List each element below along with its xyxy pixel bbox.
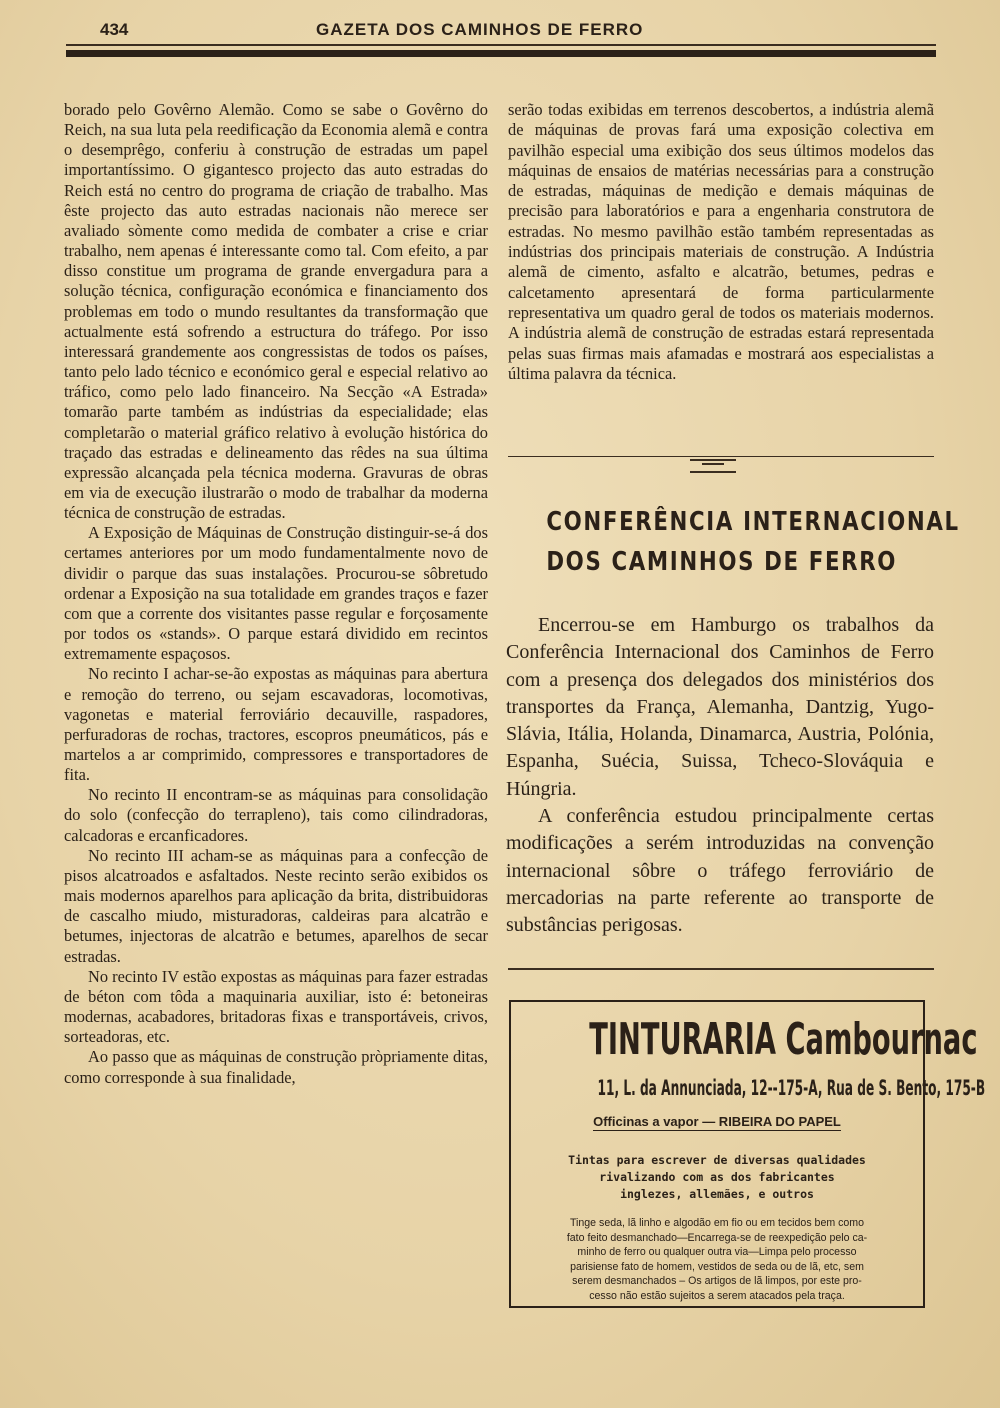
advert-workshops-text: Officinas a vapor — RIBEIRA DO PAPEL <box>593 1114 841 1129</box>
advert-address: 11, L. da Annunciada, 12--175-A, Rua de S. Bento, 175-B <box>597 1076 986 1100</box>
conference-paragraph: A conferência estudou principalmente certas modificações a serém introduzidas na convenção internacional sôbre o tráfego ferroviário de mercadorias na parte referente ao transporte de substâncias perigosas. <box>506 805 934 937</box>
article-paragraph: serão todas exibidas em terrenos descobertos, a indústria alemã de máquinas de provas fará uma exposição colectiva em pavilhão especial uma exibição dos seus últimos modelos das máquinas de ensaios de matérias necessárias para a construção de estradas, máquinas de medição e demais máquinas de precisão para laboratórios e para a engenharia construtora de estradas. No mesmo pavilhão estão também representadas as indústrias dos principais materiais de construção. A Indústria alemã de cimento, asfalto e alcatrão, betumes, pedras e calcetamento apresentará de forma particularmente representativa um quadro geral de todos os materiais modernos. A indústria alemã de construção de estradas estará representada pelas suas firmas mais afamadas e mostrará aos especialistas a última palavra da técnica. <box>508 100 934 383</box>
advert-dye-line: fato feito desmanchado—Encarrega-se de reexpedição pelo ca- <box>566 1231 868 1244</box>
section-divider <box>508 456 934 457</box>
advert-inks-line: Tintas para escrever de diversas qualidades <box>568 1153 866 1167</box>
right-column-continuation <box>508 100 934 384</box>
article-paragraph: Ao passo que as máquinas de construção pròpriamente ditas, como corresponde à sua finalidade, <box>64 1047 488 1087</box>
locomotive-ornament-icon <box>690 459 736 473</box>
conference-heading-line: DOS CAMINHOS DE FERRO <box>546 547 898 577</box>
advertisement-box <box>509 1000 986 1308</box>
conference-paragraph: Encerrou-se em Hamburgo os trabalhos da Conferência Internacional dos Caminhos de Ferro com a presença dos delegados dos ministérios dos transportes da França, Alemanha, Dantzig, Yugo-Slávia, Itália, Holanda, Dinamarca, Austria, Polónia, Espanha, Suécia, Suissa, Tcheco-Slováquia e Húngria. <box>506 614 934 800</box>
page-number: 434 <box>100 20 129 39</box>
header-rule-thin <box>66 44 936 46</box>
advert-dye-line: minho de ferro ou qualquer outra via—Limpa pelo processo <box>577 1246 857 1259</box>
advert-workshops <box>511 1113 923 1131</box>
journal-title: GAZETA DOS CAMINHOS DE FERRO <box>316 20 644 39</box>
advert-divider <box>508 968 934 970</box>
advert-inks <box>521 1152 913 1203</box>
advert-dye-line: Tinge seda, lã linho e algodão em fio ou em tecidos bem como <box>569 1217 865 1229</box>
article-paragraph: No recinto III acham-se as máquinas para a confecção de pisos alcatroados e asfaltados. Neste recinto serão exibidos os mais modernos aparelhos para aplicação da brita, distribuidoras de cascalho miudo, misturadoras, caldeiras para alcatrão e betumes, injectoras de alcatrão e betumes, aparelhos de secar estradas. <box>64 845 488 966</box>
advert-inks-line: inglezes, allemães, e outros <box>620 1187 814 1201</box>
article-paragraph: No recinto IV estão expostas as máquinas para fazer estradas de béton com tôda a maquinaria auxiliar, isto é: betoneiras modernas, acabadores, britadoras fixas e transportáveis, crivos, sorteadoras, etc. <box>64 966 488 1047</box>
header-rule-thick <box>66 50 936 57</box>
conference-heading-line: CONFERÊNCIA INTERNACIONAL <box>546 507 960 537</box>
left-column <box>64 100 488 1088</box>
article-paragraph: No recinto II encontram-se as máquinas para consolidação do solo (confecção do terrapleno), tais como cilindradoras, calcadoras e ercanficadores. <box>64 785 488 845</box>
advert-dye-line: serem desmanchados – Os artigos de lã limpos, por este pro- <box>572 1275 862 1288</box>
article-paragraph: A Exposição de Máquinas de Construção distinguir-se-á dos certames anteriores por um modo fundamentalmente novo de dividir o parque das suas instalações. Procurou-se sôbretudo ordenar a Exposição na sua totalidade em grandes traços e fazer com que a corrente dos visitantes passe regular e forçosamente por todos os «stands». O parque estará dividido em recintos extremamente espaçosos. <box>64 523 488 664</box>
advert-dye-services <box>519 1216 915 1304</box>
conference-heading <box>546 502 960 582</box>
advert-dye-line: parisiense fato de homem, vestidos de seda ou de lã, etc, sem <box>570 1260 864 1273</box>
conference-article <box>506 612 934 940</box>
article-paragraph: borado pelo Govêrno Alemão. Como se sabe o Govêrno do Reich, na sua luta pela reedificação da Economia alemã e contra o desemprêgo, conferiu à construção de estradas um papel importantíssimo. O gigantesco projecto das auto estradas do Reich está no centro do programa de criação de trabalho. Mas êste projecto das auto estradas nacionais não merece ser avaliado sòmente como medida de combater a crise e criar trabalho, nem apenas é interessante como tal. Com efeito, a par disso constitue um programa de grande envergadura para a solução técnica, configuração económica e financiamento dos problemas em todo o mundo resultantes da transformação que actualmente está sofrendo a estructura do tráfego. Por isso interessará grandemente aos congressistas de todos os países, tanto pelo lado técnico e económico geral e especial relativo ao tráfico, como pelo lado financeiro. Na Secção «A Estrada» tomarão parte também as indústrias da especialidade; elas completarão o material gráfico relativo à evolução histórica do traçado das estradas e delineamento das rêdes na sua última expressão alcançada pela técnica moderna. Gravuras de obras em via de execução ilustrarão o modo de trabalhar da moderna técnica de construção de estradas. <box>64 100 488 523</box>
advert-dye-line: cesso não estão sujeitos a serem atacados pela traça. <box>589 1289 845 1302</box>
advert-business-name: TINTURARIA Cambournac <box>589 1014 978 1065</box>
advert-inks-line: rivalizando com as dos fabricantes <box>599 1170 835 1184</box>
article-paragraph: No recinto I achar-se-ão expostas as máquinas para abertura e remoção do terreno, ou sejam escavadoras, locomotivas, vagonetas e material ferroviário decauville, raspadores, perfuradoras de rochas, tractores, escopros pneumáticos, pás e martelos a ar comprimido, compressores e transportadores de fita. <box>64 664 488 785</box>
